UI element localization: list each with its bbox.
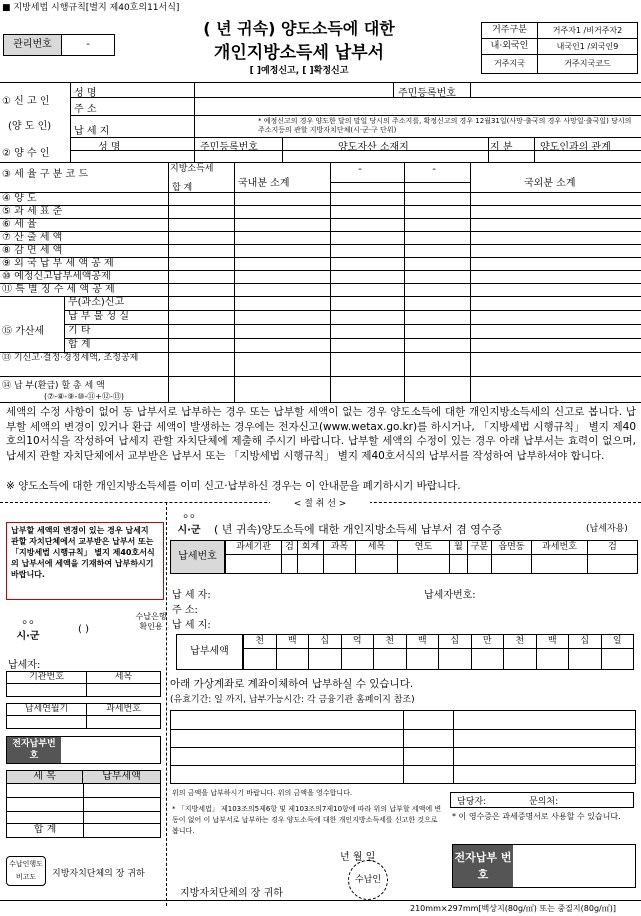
amount-digit-head: 백	[536, 635, 569, 649]
receipt-payer-label: 납 세 자:	[172, 590, 211, 601]
calc-row-label: ⑦ 산 출 세 액	[2, 232, 63, 243]
tax-place-note: * 예정신고의 경우 양도한 달의 말일 당시의 주소지를, 확정신고의 경우 12월31일(사망·출국의 경우 사망일·출국일) 당시의 주소지등의 관할 지방자치단체(시·군·구 단위)	[258, 117, 632, 134]
amount-digit-head: 백	[276, 635, 309, 649]
stub-epay-box	[6, 736, 161, 764]
tax-number-label: 납세번호	[171, 541, 225, 573]
tax-number-cell[interactable]	[297, 555, 323, 573]
stub-agency-no: 기관번호	[7, 672, 87, 684]
transferee-name-field[interactable]	[72, 151, 192, 161]
stub-agency-box	[6, 671, 161, 697]
stub-year-box	[6, 703, 161, 729]
total-tax-label: ⑭ 납 부(환급) 할 총 세 액	[2, 381, 105, 391]
stub-seal-icon: ⚪⚪	[21, 618, 35, 627]
tax-number-column-head: 연도	[397, 541, 449, 555]
amount-digit-head: 천	[373, 635, 406, 649]
amount-digit-cell[interactable]	[373, 649, 406, 669]
receipt-date[interactable]: 년 월 일	[340, 852, 376, 863]
receipt-title: ( 년 귀속)양도소득에 대한 개인지방소득세 납부서 겸 영수증	[214, 523, 503, 536]
notice-paragraph: 세액의 수정 사항이 없어 동 납부서로 납부하는 경우 또는 납부할 세액이 없는 경우 양도소득에 대한 개인지방소득세의 신고로 봅니다. 납부할 세액의 변경이 있거나 환급 세액이 발생하는 경우에는 전자신고(www.wetax.go.kr)를 하시거나, 「지방세법 시행규칙」 별지 제40호의10서식을 작성하여 납세지 관할 자치단체에 제출해 주시기 바랍니다. 납부할 세액의 수정이 있는 경우 아래 납부서는 효력이 없으며, 납세지 관할 자치단체에서 교부받은 납부서 또는 「지방세법 시행규칙」 별지 제40호서식의 납부서를 작성하여 납부하셔야 합니다.	[6, 406, 636, 462]
stub-bottom-text: 지방자치단체의 장 귀하	[52, 869, 145, 879]
additional-tax-row-label: 무(과소)신고	[68, 297, 125, 308]
amount-digit-cell[interactable]	[471, 649, 504, 669]
amount-digit-head: 십	[438, 635, 471, 649]
tax-number-cell[interactable]	[323, 555, 355, 573]
tax-number-column-head: 검	[281, 541, 297, 555]
amount-digit-cell[interactable]	[601, 649, 634, 669]
transferee-rrn-field[interactable]	[196, 151, 280, 161]
validity-period: (유효기간: 일 까지, 납부가능시간: 각 금융기관 홈페이지 참조)	[170, 695, 415, 705]
nationality-head: 내·외국인	[482, 39, 538, 55]
foreign-subtotal-label: 국외분 소계	[524, 178, 576, 189]
total-tax-formula: (⑦-⑧-⑨-⑩-⑪+⑫-⑬)	[43, 392, 125, 401]
amount-digit-cell[interactable]	[536, 649, 569, 669]
virtual-account-table	[170, 710, 636, 784]
receipt-payer-id-label: 납세자번호:	[424, 590, 476, 601]
amount-digit-head: 십	[568, 635, 601, 649]
form-title-line1: ( 년 귀속) 양도소득에 대한	[203, 19, 395, 38]
calc-row-label: ⑪ 특 별 징 수 세 액 공 제	[2, 284, 115, 295]
declarant-name-field[interactable]	[198, 84, 390, 96]
stub-epay-field[interactable]	[61, 737, 160, 763]
management-number-label: 관리번호	[4, 35, 62, 55]
rate-code-dash-2: -	[432, 164, 436, 175]
stub-tax-item: 세목	[87, 672, 160, 684]
tax-place-label: 납 세 지	[74, 126, 110, 137]
tax-number-cell[interactable]	[491, 555, 531, 573]
additional-tax-row-label: 기 타	[68, 325, 91, 336]
stub-taxpayer-label: 납세자:	[8, 660, 41, 671]
red-notice-box: 납부할 세액의 변경이 있는 경우 납세지 관할 자치단체에서 교부받은 납부서 또는 「지방세법 시행규칙」 별지 제40호서식의 납부서에 세액을 기재하여 납부하시기 바랍니다.	[6, 522, 164, 600]
transferee-name-label: 성 명	[98, 142, 121, 153]
receipt-epay-field[interactable]	[513, 845, 635, 887]
tax-number-cell[interactable]	[587, 555, 637, 573]
declarant-rrn-label: 주민등록번호	[398, 88, 456, 99]
calc-row-label: ⑤ 과 세 표 준	[2, 206, 63, 217]
share-label: 지 분	[490, 142, 513, 153]
cut-line-label: < 절 취 선 >	[270, 496, 370, 509]
juris-label: 지방소득세	[170, 164, 214, 174]
juris-total-label: 합 계	[172, 183, 193, 193]
tax-place-field[interactable]	[198, 118, 256, 134]
amount-digit-cell[interactable]	[341, 649, 374, 669]
virtual-account-notice: 아래 가상계좌로 계좌이체하여 납부하실 수 있습니다.	[170, 678, 414, 690]
tax-number-column-head: 과세기관	[225, 541, 281, 555]
receipt-epay-box	[452, 844, 636, 888]
contact-box	[450, 792, 634, 808]
stub-seal-paren: ( )	[78, 624, 89, 635]
receipt-use-note: * 이 영수증은 과세증명서로 사용할 수 있습니다.	[452, 812, 621, 821]
tax-number-column-head: 읍면동	[491, 541, 531, 555]
inquiry-label: 문의처:	[529, 797, 559, 807]
management-number-value[interactable]: -	[86, 39, 90, 50]
amount-digit-cell[interactable]	[568, 649, 601, 669]
tax-number-cell[interactable]	[225, 555, 281, 573]
prior-tax-label: ⑬ 기신고·결정·경정세액, 조정공제	[2, 353, 139, 363]
tax-number-column-head: 월	[449, 541, 467, 555]
tax-number-cell[interactable]	[397, 555, 449, 573]
calc-row-label: ⑧ 감 면 세 액	[2, 245, 63, 256]
stub-stamp-box: 수납인행도 비고도	[6, 856, 46, 886]
stub-year-month: 납세연월기	[7, 704, 87, 716]
residency-box	[481, 22, 638, 74]
tax-number-column-head: 회계	[297, 541, 323, 555]
declarant-address-label: 주 소	[74, 104, 97, 115]
stub-tax-no: 과세번호	[87, 704, 160, 716]
tax-number-cell[interactable]	[355, 555, 397, 573]
amount-digit-cell[interactable]	[503, 649, 536, 669]
form-title-line2: 개인지방소득세 납부서	[213, 43, 385, 63]
receipt-stamp: 수납인	[348, 860, 388, 900]
calc-row-label: ⑨ 외 국 납 부 세 액 공 제	[2, 258, 114, 269]
amount-digit-head: 천	[243, 635, 276, 649]
contact-label: 담당자:	[457, 797, 487, 807]
receipt-seal-label: 시·군	[177, 525, 201, 536]
tax-rate-code-label: ③ 세 율 구 분 코 드	[2, 169, 88, 180]
tax-number-column-head: 검	[587, 541, 637, 555]
bank-confirm-label: 수납은행 확인용	[135, 612, 167, 631]
rate-code-dash-1: -	[358, 164, 362, 175]
amount-digit-cell[interactable]	[308, 649, 341, 669]
amount-digit-cell[interactable]	[243, 649, 276, 669]
additional-tax-label: ⑮ 가산세	[2, 326, 45, 337]
receipt-amount-label: 납부세액	[177, 635, 243, 669]
receipt-address-label: 주 소:	[172, 605, 198, 616]
receipt-bottom-head: 지방자치단체의 장 귀하	[180, 888, 283, 899]
stub-year-month-field[interactable]	[7, 716, 87, 728]
stub-tax-no-field[interactable]	[87, 716, 160, 728]
amount-digit-head: 일	[601, 635, 634, 649]
amount-digit-cell[interactable]	[438, 649, 471, 669]
calc-row-label: ⑥ 세 율	[2, 219, 37, 230]
amount-digit-head: 백	[406, 635, 439, 649]
tax-number-column-head: 세목	[355, 541, 397, 555]
transferee-rrn-label: 주민등록번호	[200, 142, 258, 153]
asset-location-label: 양도자산 소재지	[338, 142, 409, 153]
tax-number-cell[interactable]	[531, 555, 587, 573]
stub-seal	[6, 618, 50, 642]
form-reference: ■ 지방세법 시행규칙[별지 제40호의11서식]	[2, 3, 180, 13]
tax-number-cell[interactable]	[449, 555, 467, 573]
amount-digit-head: 십	[308, 635, 341, 649]
receipt-note-1: 위의 금액을 납부하시기 바랍니다. 위의 금액을 영수합니다.	[172, 789, 353, 797]
additional-tax-row-label: 납 부 불 성 실	[68, 311, 130, 322]
tax-number-table	[170, 540, 638, 574]
residency-head: 거주구분	[482, 23, 538, 39]
receipt-epay-label: 전자납부 번 호	[453, 845, 513, 887]
stub-tax-item-field[interactable]	[87, 684, 160, 696]
stub-amount-head: 납부세액	[83, 771, 160, 783]
receipt-note-2: * 「지방세법」 제103조의5제6항 및 제103조의7제10항에 따라 위의 납부할 세액에 변동이 없어 이 납부서로 납부하는 경우 양도소득에 대한 개인지방소득세를 신고한 것으로 봅니다.	[172, 805, 442, 835]
relation-label: 양도인과의 관계	[540, 142, 611, 153]
paper-spec: 210mm×297mm[백상지(80g/㎡) 또는 중질지(80g/㎡)]	[410, 904, 616, 913]
tax-number-cell[interactable]	[467, 555, 491, 573]
tax-number-column-head: 과목	[323, 541, 355, 555]
declarant-rrn-field[interactable]	[474, 84, 638, 96]
declarant-label: ① 신 고 인	[2, 96, 50, 107]
report-type[interactable]: [ ]예정신고, [ ]확정신고	[249, 66, 349, 76]
asset-location-field[interactable]	[284, 151, 486, 161]
amount-digit-cell[interactable]	[276, 649, 309, 669]
stub-seal-label: 시·군	[16, 631, 40, 642]
receipt-seal-icon: ⚪⚪	[182, 512, 196, 521]
calc-row-label: ④ 양 도	[2, 193, 37, 204]
receipt-seal	[172, 512, 206, 536]
amount-digit-head: 만	[471, 635, 504, 649]
receipt-amount-table	[176, 634, 634, 670]
calc-row-label: ⑩ 예정신고납부세액공제	[2, 271, 111, 282]
residence-country-head: 거주지국	[482, 55, 538, 73]
amount-digit-head: 천	[503, 635, 536, 649]
residence-country-code-head: 거주지국코드	[564, 59, 611, 68]
transferee-label: ② 양 수 인	[2, 148, 50, 159]
stub-total-label: 합 계	[33, 824, 57, 835]
tax-number-column-head: 과세번호	[531, 541, 587, 555]
residency-value[interactable]: 거주자1 /비거주자2	[538, 23, 637, 39]
notice-discard: ※ 양도소득에 대한 개인지방소득세를 이미 신고·납부하신 경우는 이 안내문을 폐기하시기 바랍니다.	[6, 480, 461, 492]
stub-epay-label: 전자납부번 호	[7, 737, 61, 763]
amount-digit-cell[interactable]	[406, 649, 439, 669]
stub-agency-no-field[interactable]	[7, 684, 87, 696]
stub-items-table	[6, 770, 161, 838]
stub-item-head: 세 목	[7, 771, 83, 783]
domestic-subtotal-label: 국내분 소계	[238, 178, 290, 189]
amount-digit-head: 억	[341, 635, 374, 649]
nationality-value[interactable]: 내국인1 /외국인9	[538, 39, 637, 55]
additional-tax-row-label: 합 계	[68, 339, 91, 350]
tax-number-cell[interactable]	[281, 555, 297, 573]
declarant-address-field[interactable]	[198, 100, 636, 112]
declarant-sub-label: (양 도 인)	[8, 121, 52, 132]
receipt-title-suffix: (납세자용)	[586, 524, 628, 534]
management-number-box	[3, 34, 115, 56]
tax-number-column-head: 구분	[467, 541, 491, 555]
receipt-place-label: 납 세 지:	[172, 620, 211, 631]
declarant-name-label: 성 명	[74, 88, 97, 99]
